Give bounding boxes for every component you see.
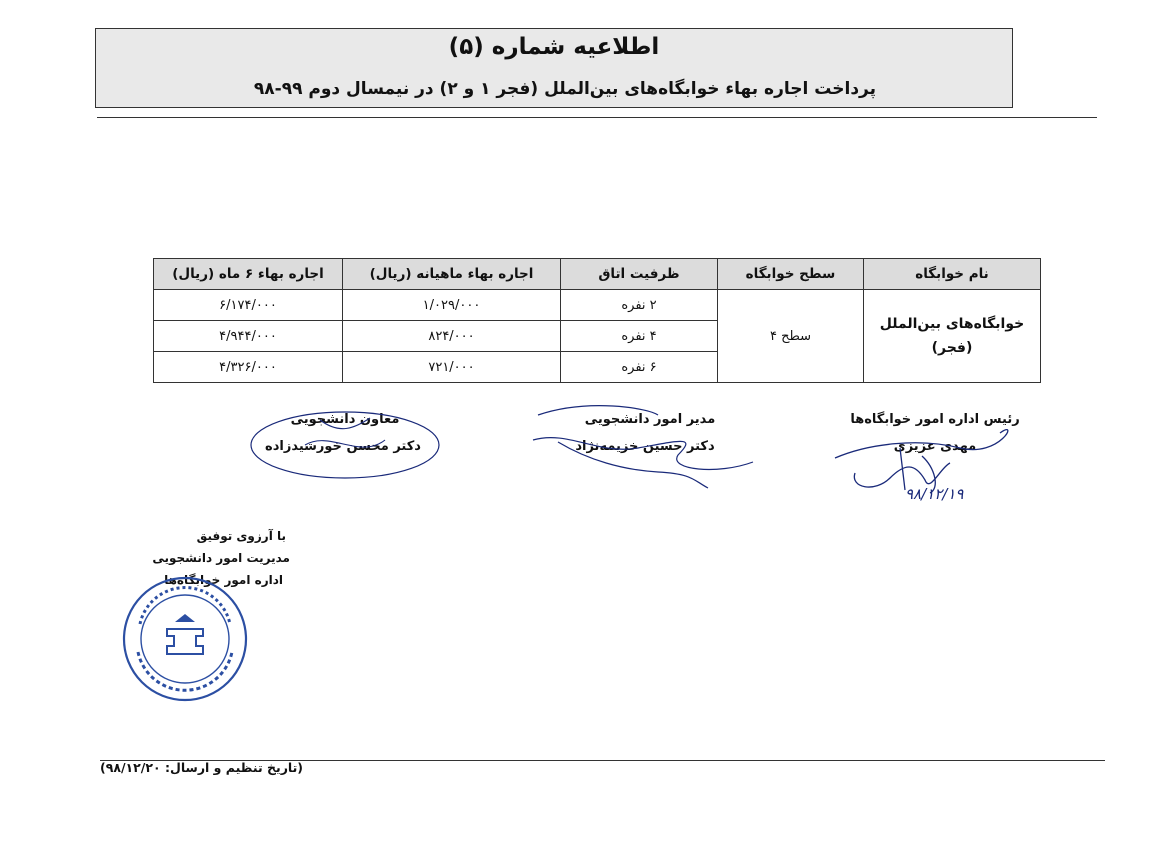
col-monthly-rent: اجاره بهاء ماهیانه (ریال) — [343, 259, 561, 290]
signature-name-vice-president: دکتر محسن خورشیدزاده — [265, 439, 421, 454]
footer-issue-date: (تاریخ تنظیم و ارسال: ۹۸/۱۲/۲۰) — [100, 760, 304, 775]
col-dorm-name: نام خوابگاه — [864, 259, 1041, 290]
signature-title-vice-president: معاون دانشجویی — [290, 412, 400, 427]
official-stamp-icon — [120, 574, 250, 704]
signature-title-dorms-head: رئیس اداره امور خوابگاه‌ها — [850, 412, 1020, 427]
notice-title: اطلاعیه شماره (۵) — [448, 34, 660, 60]
six-month-rent-cell: ۴/۳۲۶/۰۰۰ — [154, 352, 343, 383]
closing-office: اداره امور خوابگاه‌ها — [164, 573, 283, 587]
monthly-rent-cell: ۸۲۴/۰۰۰ — [343, 321, 561, 352]
notice-subtitle: پرداخت اجاره بهاء خوابگاه‌های بین‌الملل (فجر ۱ و ۲) در نیمسال دوم ۹۹-۹۸ — [253, 79, 876, 99]
col-dorm-level: سطح خوابگاه — [718, 259, 864, 290]
dorm-name-cell: خوابگاه‌های بین‌الملل (فجر) — [864, 290, 1041, 383]
signature-scribble-icon — [245, 400, 445, 485]
closing-department: مدیریت امور دانشجویی — [152, 551, 290, 565]
capacity-cell: ۴ نفره — [561, 321, 718, 352]
header-divider — [97, 117, 1097, 118]
col-six-month-rent: اجاره بهاء ۶ ماه (ریال) — [154, 259, 343, 290]
col-room-capacity: ظرفیت اتاق — [561, 259, 718, 290]
signature-name-student-affairs: دکتر حسین خزیمه‌نژاد — [575, 439, 715, 454]
signature-scribble-icon — [528, 400, 763, 490]
table-header-row — [154, 259, 1041, 290]
table-row — [154, 290, 1041, 321]
monthly-rent-cell: ۱/۰۲۹/۰۰۰ — [343, 290, 561, 321]
monthly-rent-cell: ۷۲۱/۰۰۰ — [343, 352, 561, 383]
capacity-cell: ۲ نفره — [561, 290, 718, 321]
six-month-rent-cell: ۴/۹۴۴/۰۰۰ — [154, 321, 343, 352]
dorm-level-cell: سطح ۴ — [718, 290, 864, 383]
six-month-rent-cell: ۶/۱۷۴/۰۰۰ — [154, 290, 343, 321]
signature-date: ۹۸/۱۲/۱۹ — [905, 485, 964, 503]
signature-name-dorms-head: مهدی عزیزی — [893, 439, 977, 454]
rent-table — [153, 258, 1041, 383]
capacity-cell: ۶ نفره — [561, 352, 718, 383]
signature-title-student-affairs: مدیر امور دانشجویی — [584, 412, 716, 427]
closing-wish: با آرزوی توفیق — [196, 529, 286, 543]
